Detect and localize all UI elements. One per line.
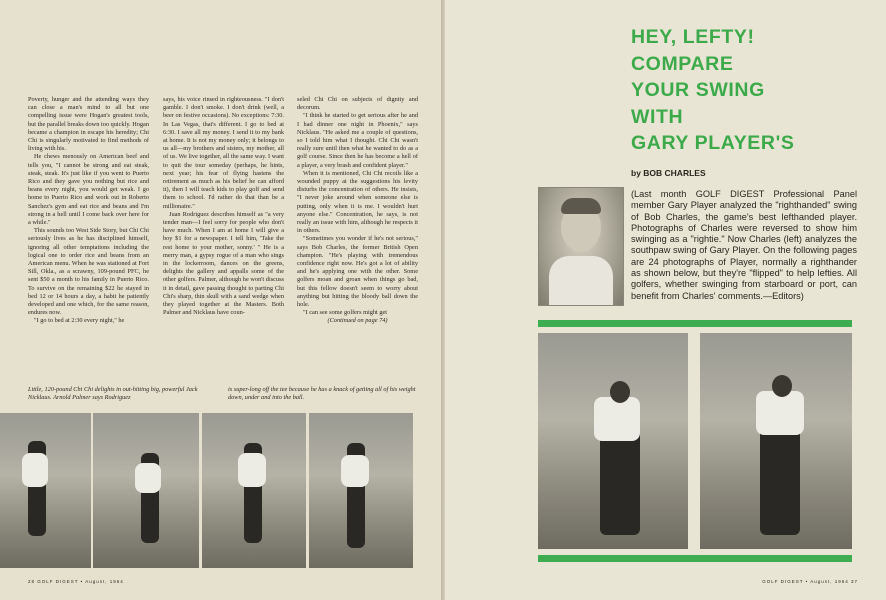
photo-caption-left: Little, 120-pound Chi Chi delights in out-hitting big, powerful Jack Nicklaus. Arnold Palmer says Rodriguez [28,386,198,402]
headline-line: YOUR SWING [631,79,765,101]
headline [631,24,881,157]
intro-text: (Last month GOLF DIGEST Professional Panel member Gary Player analyzed the "righthanded" swing of Bob Charles, the game's best lefthanded player. Photographs of Charles were reversed to show him swinging as a "rightie." Now Charles (left) analyzes the southpaw swing of Gary Player. On the following pages are 24 photographs of Player, normally a righthander as shown below, but they're "flipped" to help lefties. All golfers, whether swinging from starboard or port, can benefit from Charles' comments.—Editors) [631,189,857,301]
paragraph: "I go to bed at 2:30 every night," he [34,317,125,325]
swing-photo-4 [309,413,413,568]
paragraph: When it is mentioned, Chi Chi recoils like a wounded puppy at the suggestions his levity disturbs the concentration of others. He insists, "I never joke around when someone else is putting, only when it is me. I wouldn't hurt anyone else." Concentration, he says, is not really an issue with him, although he respects it in others. [297,169,418,235]
right-page [445,0,886,600]
paragraph: "I can see some golfers might get [303,309,388,317]
paragraph: Juan Rodriguez describes himself as "a very tender man—I feel sorry for people who don't have much. When I am at home I will give a boy $1 for a newspaper. I tell him, 'Take the rest home to your mother, sonny.' " He is a merry man, a gypsy rogue of a man who sings in the lockerroom, dances on the greens, delights the gallery and appalls some of the other golfers. Palmer, although he won't discuss it in detail, gave passing thought to parting Chi Chi's sharp, thin skull with a sand wedge when they played together at the Masters. Both Palmer and Nicklaus have coun- [163,210,284,317]
swing-photo-2 [93,413,199,568]
photo-caption-right: is super-long off the tee because he has a knack of getting all of his weight down, under and into the ball. [228,386,416,402]
paragraph: "I think he started to get serious after he and I had dinner one night in Phoenix," says Nicklaus. "He asked me a couple of questions, so I told him what I thought. Chi Chi wasn't really sure until then what he wanted to do as a golf course. Since then he has become a hell of a player, a very brash and confident player." [297,112,418,169]
player-swing-photo-1 [538,333,688,549]
text-column-3 [297,96,418,326]
swing-photo-1 [0,413,91,568]
paragraph: Poverty, hunger and the attending ways they can close a man's mind to all but one compelling issue were Hogan's greatest tools, but the parallel breaks down too quickly. Hogan became a champion in escape his heredity; Chi Chi is singularly motivated to find methods of living with his. [28,96,149,153]
paragraph: This sounds too West Side Story, but Chi Chi seriously lives as he has disciplined himself, ignoring all other temptations including the logical one to order rice and beans from an American menu. When he was stationed at Fort Sill, Okla., as a scrawny, 109-pound PFC, he sent $50 a month to his family in Puerto Rico. To survive on the remaining $22 he stayed in bed 12 or 14 hours a day, a habit he patiently developed and one which, for the same reason, endures now. [28,227,149,317]
player-swing-photo-2 [700,333,852,549]
headline-line: HEY, LEFTY! [631,26,755,48]
author-portrait-photo [538,187,624,306]
paragraph: seled Chi Chi on subjects of dignity and decorum. [297,96,418,112]
text-column-1 [28,96,149,326]
swing-photo-3 [202,413,306,568]
byline: by BOB CHARLES [631,168,706,178]
paragraph: says, his voice rinsed in righteousness. "I don't gamble. I don't smoke. I don't drink (well, a beer on festive occasions). No exceptions: 7:30. In Las Vegas, that's different. I go to bed at 6:30. I save all my money. I send it to my bank at home. It is not my money only; it belongs to us all—my brothers and sisters, my mother, all of us. We live together, all the same way. I want to quit the tour someday (perhaps, he hints, next year; his fear of flying hastens the retirement as much as his belief he can afford it), then I will teach kids to play golf and send them to school. I'd rather do that than be a millionaire." [163,96,284,210]
page-folio: GOLF DIGEST • August, 1964 37 [762,579,858,584]
green-rule-top [538,320,852,327]
text-column-2 [163,96,284,317]
green-rule-bottom [538,555,852,562]
paragraph: He chews menously on American beef and tells you, "I cannot be strong and eat steak, steak, steak. It's just like if you went to Puerto Rico and they gave you nothing but rice and beans every night, you would get weak. I go home to Puerto Rico and work out in Roberto Sanchez's gym and eat rice and beans and I'm strong in a hell until I come back over here for a while." [28,153,149,227]
continued-note: (Continued on page 74) [327,317,388,325]
headline-line: WITH [631,105,684,128]
headline-line: COMPARE [631,52,734,75]
headline-line: GARY PLAYER'S [631,132,795,154]
left-page [0,0,441,600]
paragraph: "Sometimes you wonder if he's not serious," says Bob Charles, the former British Open champion. "He's playing with tremendous confidence right now. He's got a lot of ability and he's applying one with the other. Some golfers moan and groan when things go bad, but this fellow doesn't seem to worry about anything but hitting the bloody ball down the hole. [297,235,418,309]
page-folio: 28 GOLF DIGEST • August, 1964 [28,579,124,584]
